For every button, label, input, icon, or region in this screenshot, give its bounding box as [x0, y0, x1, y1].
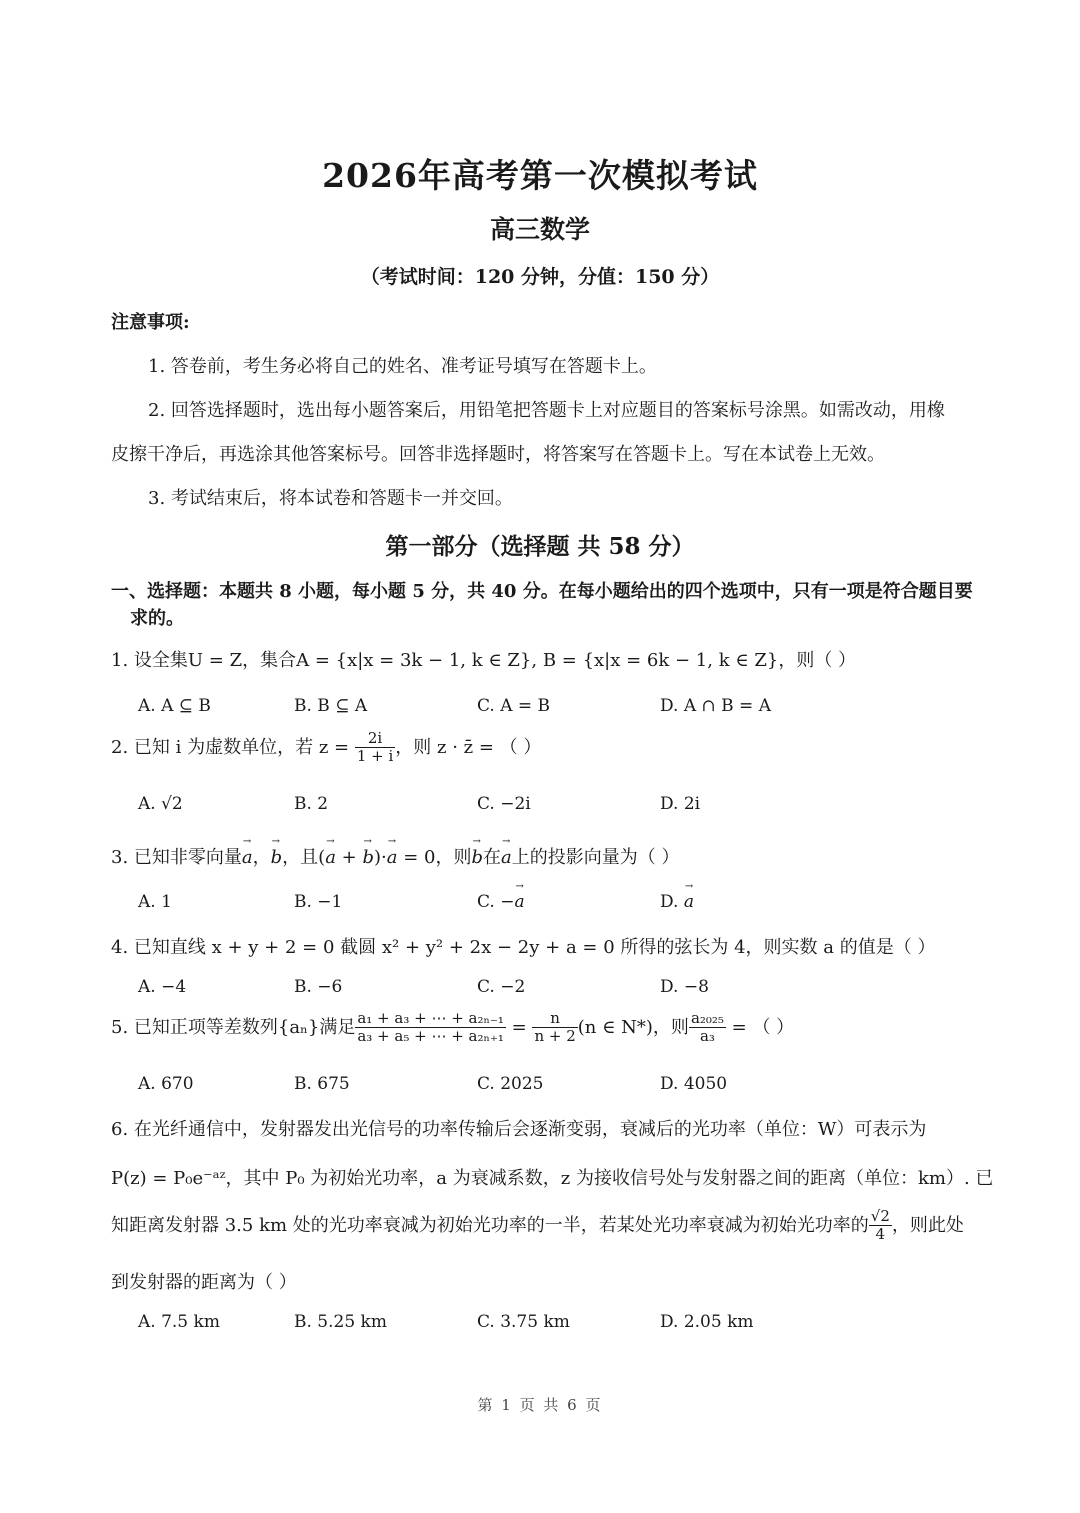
question-6-line4: 到发射器的距离为（ ） [111, 1272, 297, 1293]
question-2-fraction [355, 730, 395, 766]
question-6-line3-pre: 知距离发射器 3.5 km 处的光功率衰减为初始光功率的一半，若某处光功率衰减为初始光功率的 [111, 1214, 869, 1236]
exam-title: 2026年高考第一次模拟考试 [322, 156, 758, 195]
question-4-option-d: D. −8 [660, 977, 709, 997]
question-1-option-d: D. A ∩ B = A [660, 696, 771, 716]
question-5-stem-pre: 5. 已知正项等差数列{aₙ}满足 [111, 1016, 356, 1038]
vector-a: → a [684, 892, 694, 912]
question-3-option-c-label: C. − [477, 892, 515, 912]
notes-heading: 注意事项: [111, 312, 190, 333]
question-4-option-a: A. −4 [138, 977, 187, 997]
vector-a: → a [501, 847, 512, 868]
question-5-option-c: C. 2025 [477, 1074, 544, 1094]
question-5-frac1-num: a₁ + a₃ + ⋯ + a₂ₙ₋₁ [357, 1009, 504, 1027]
question-5-fraction-2 [532, 1010, 577, 1046]
question-1-option-a: A. A ⊆ B [138, 696, 211, 716]
question-6-line1: 6. 在光纤通信中，发射器发出光信号的功率传输后会逐渐变弱，衰减后的光功率（单位：W）可表示为 [111, 1119, 927, 1140]
vector-b: → b [362, 847, 374, 868]
question-2-stem-pre: 2. 已知 i 为虚数单位，若 z = [111, 736, 355, 758]
subject-title: 高三数学 [489, 215, 590, 244]
page-footer: 第 1 页 共 6 页 [477, 1396, 603, 1414]
question-5-stem [111, 1010, 794, 1046]
vector-a: → a [387, 847, 398, 868]
question-5-frac2-den: n + 2 [534, 1027, 576, 1046]
question-3-mid3: )· [374, 847, 387, 868]
question-6-option-c: C. 3.75 km [477, 1312, 570, 1332]
question-6-fraction [869, 1208, 892, 1244]
question-3-option-b: B. −1 [294, 892, 343, 912]
vector-a: → a [514, 892, 524, 912]
question-4-option-b: B. −6 [294, 977, 343, 997]
question-5-frac3-den: a₃ [699, 1027, 715, 1046]
question-3-mid4: = 0，则 [397, 847, 472, 868]
question-4-option-c: C. −2 [477, 977, 526, 997]
question-5-mid: (n ∈ N*)，则 [577, 1016, 689, 1038]
question-5-fraction-1 [355, 1010, 506, 1046]
question-6-frac-den: 4 [875, 1225, 886, 1244]
question-3-stem-post: 上的投影向量为（ ） [511, 847, 680, 868]
vector-b: → b [271, 847, 283, 868]
note-item-2: 2. 回答选择题时，选出每小题答案后，用铅笔把答题卡上对应题目的答案标号涂黑。如需改动，用橡 [148, 400, 945, 421]
question-2-option-b: B. 2 [294, 794, 329, 814]
section-heading-line1: 一、选择题：本题共 8 小题，每小题 5 分，共 40 分。在每小题给出的四个选项中，只有一项是符合题目要 [111, 581, 973, 602]
question-6-line2: P(z) = P₀e⁻ᵃᶻ，其中 P₀ 为初始光功率，a 为衰减系数，z 为接收信号处与发射器之间的距离（单位：km）. 已 [111, 1168, 994, 1189]
question-4-stem: 4. 已知直线 x + y + 2 = 0 截圆 x² + y² + 2x − 2y + a = 0 所得的弦长为 4，则实数 a 的值是（ ） [111, 937, 936, 958]
question-6-frac-num: √2 [870, 1207, 890, 1225]
question-3-sep: ， [252, 847, 271, 868]
question-5-frac1-den: a₃ + a₅ + ⋯ + a₂ₙ₊₁ [357, 1027, 504, 1046]
question-5-frac3-num: a₂₀₂₅ [690, 1009, 724, 1027]
question-3-option-a: A. 1 [138, 892, 172, 912]
question-5-stem-post: = （ ） [725, 1016, 795, 1038]
question-3-stem-pre: 3. 已知非零向量 [111, 847, 242, 868]
question-2-stem-post: ，则 z · z̄ = （ ） [395, 736, 542, 758]
question-5-frac2-num: n [532, 1010, 577, 1028]
question-2-stem [111, 730, 541, 766]
question-3-option-d [660, 892, 694, 912]
question-2-frac-den: 1 + i [356, 747, 394, 766]
question-5-option-b: B. 675 [294, 1074, 350, 1094]
question-6-line3 [111, 1208, 964, 1244]
section-title: 第一部分（选择题 共 58 分） [385, 533, 695, 560]
note-item-1: 1. 答卷前，考生务必将自己的姓名、准考证号填写在答题卡上。 [148, 356, 657, 377]
section-heading-line2: 求的。 [130, 608, 184, 629]
question-3-option-d-label: D. [660, 892, 684, 912]
note-item-2-cont: 皮擦干净后，再选涂其他答案标号。回答非选择题时，将答案写在答题卡上。写在本试卷上无效。 [111, 444, 885, 465]
question-1-stem: 1. 设全集U = Z，集合A = {x|x = 3k − 1, k ∈ Z}, B = {x|x = 6k − 1, k ∈ Z}，则（ ） [111, 650, 857, 671]
question-5-option-a: A. 670 [138, 1074, 194, 1094]
question-1-option-c: C. A = B [477, 696, 551, 716]
question-6-line3-post: ，则此处 [891, 1214, 964, 1236]
question-3-stem [111, 843, 679, 869]
question-2-frac-num: 2i [355, 730, 395, 748]
question-6-option-b: B. 5.25 km [294, 1312, 387, 1332]
question-5-fraction-3 [689, 1010, 726, 1046]
vector-b: → b [471, 847, 483, 868]
vector-a: → a [325, 847, 336, 868]
question-6-option-a: A. 7.5 km [138, 1312, 220, 1332]
exam-info: （考试时间：120 分钟，分值：150 分） [360, 266, 720, 288]
question-6-option-d: D. 2.05 km [660, 1312, 754, 1332]
question-5-option-d: D. 4050 [660, 1074, 728, 1094]
question-3-mid1: ，且( [282, 847, 326, 868]
question-2-option-c: C. −2i [477, 794, 531, 814]
question-3-option-c [477, 892, 525, 912]
question-2-option-d: D. 2i [660, 794, 701, 814]
vector-a: → a [242, 847, 253, 868]
question-5-eq: = [505, 1016, 533, 1038]
question-3-mid2: + [335, 847, 363, 868]
question-3-mid5: 在 [483, 847, 501, 868]
question-2-option-a: A. √2 [138, 794, 183, 814]
question-1-option-b: B. B ⊆ A [294, 696, 368, 716]
note-item-3: 3. 考试结束后，将本试卷和答题卡一并交回。 [148, 488, 513, 509]
